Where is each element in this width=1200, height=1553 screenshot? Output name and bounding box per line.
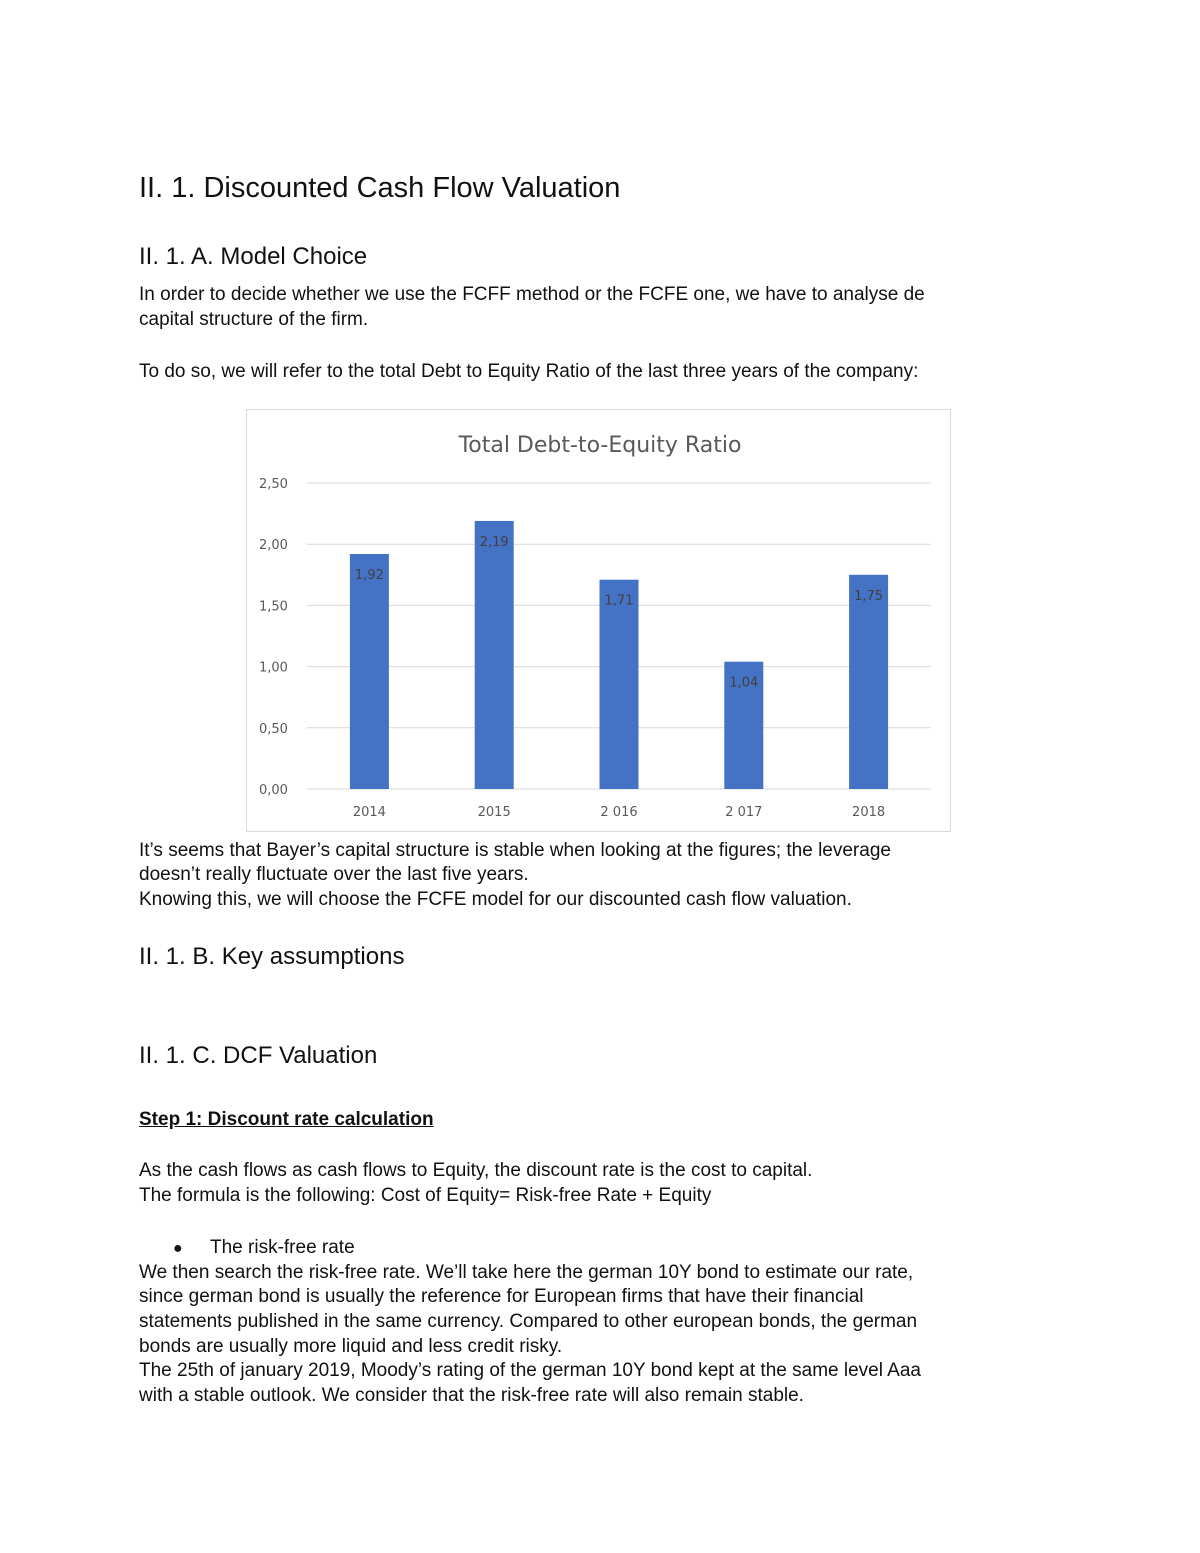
chart-bar — [600, 580, 639, 789]
rf-line6: with a stable outlook. We consider that the risk-free rate will also remain stable. — [139, 1385, 804, 1406]
x-tick-label: 2 016 — [600, 805, 638, 820]
debt-equity-chart — [246, 409, 951, 832]
x-tick-label: 2014 — [352, 805, 386, 820]
section-a-para2: To do so, we will refer to the total Debt to Equity Ratio of the last three years of the company: — [139, 361, 919, 382]
step1-title: Step 1: Discount rate calculation — [139, 1109, 434, 1130]
y-tick-label: 0,50 — [259, 721, 288, 737]
bar-data-label: 1,75 — [854, 588, 884, 604]
section-c-title: II. 1. C. DCF Valuation — [139, 1042, 378, 1069]
x-tick-label: 2 017 — [725, 805, 763, 820]
after-chart-line2: doesn’t really fluctuate over the last five years. — [139, 864, 529, 885]
bar-data-label: 1,71 — [604, 593, 634, 609]
section-b-title: II. 1. B. Key assumptions — [139, 943, 405, 970]
step1-line2: The formula is the following: Cost of Equity= Risk-free Rate + Equity — [139, 1185, 712, 1206]
rf-line1: We then search the risk-free rate. We’ll take here the german 10Y bond to estimate our rate, — [139, 1262, 914, 1283]
section-a-para1-line2: capital structure of the firm. — [139, 309, 369, 330]
x-tick-label: 2018 — [852, 805, 886, 820]
rf-line5: The 25th of january 2019, Moody’s rating of the german 10Y bond kept at the same level Aaa — [139, 1360, 921, 1381]
bullet-label: The risk-free rate — [210, 1237, 355, 1258]
rf-line3: statements published in the same currency. Compared to other european bonds, the german — [139, 1311, 918, 1332]
chart-bar — [475, 521, 514, 789]
y-tick-label: 1,50 — [259, 599, 288, 615]
x-tick-label: 2015 — [477, 805, 511, 820]
bar-data-label: 1,04 — [729, 675, 759, 691]
after-chart-line3: Knowing this, we will choose the FCFE model for our discounted cash flow valuation. — [139, 889, 852, 910]
bullet-item-risk-free — [173, 1235, 355, 1261]
y-tick-label: 2,50 — [259, 477, 288, 492]
section-a-para1-line1: In order to decide whether we use the FCFF method or the FCFE one, we have to analyse de — [139, 284, 925, 305]
after-chart-line1: It’s seems that Bayer’s capital structure is stable when looking at the figures; the leverage — [139, 840, 891, 861]
rf-line2: since german bond is usually the reference for European firms that have their financial — [139, 1286, 864, 1307]
y-tick-label: 0,00 — [259, 783, 288, 798]
chart-title: Total Debt-to-Equity Ratio — [458, 433, 742, 458]
y-tick-label: 2,00 — [259, 538, 288, 554]
chart-bar — [350, 554, 389, 789]
step1-line1: As the cash flows as cash flows to Equity, the discount rate is the cost to capital. — [139, 1160, 813, 1181]
y-tick-label: 1,00 — [259, 660, 288, 676]
main-heading: II. 1. Discounted Cash Flow Valuation — [139, 172, 621, 204]
bar-data-label: 2,19 — [479, 534, 509, 550]
rf-line4: bonds are usually more liquid and less credit risky. — [139, 1336, 563, 1357]
chart-bar — [849, 575, 888, 789]
bar-data-label: 1,92 — [354, 567, 384, 583]
section-a-title: II. 1. A. Model Choice — [139, 243, 368, 270]
bullet-dot-icon: ● — [173, 1240, 183, 1257]
chart-svg — [247, 410, 952, 833]
